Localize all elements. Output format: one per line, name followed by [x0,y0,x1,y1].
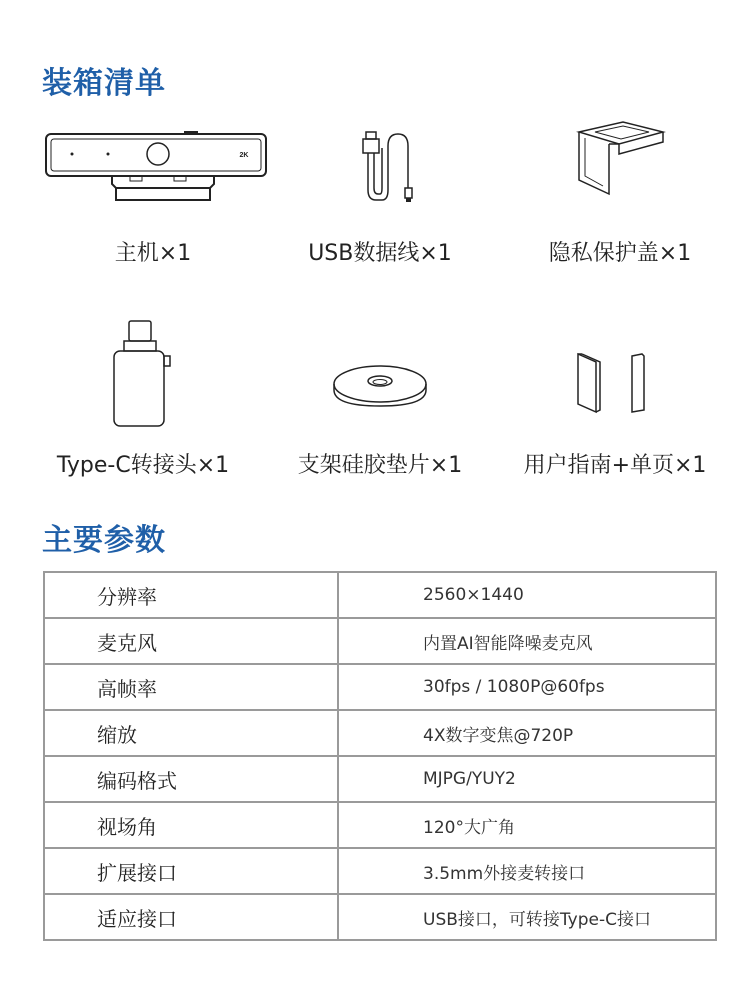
privacy-cover-icon [565,118,675,200]
specs-table [43,571,717,941]
spec-value: 4X数字变焦@720P [338,710,716,756]
spec-value: 120°大广角 [338,802,716,848]
manual-icon [560,318,670,430]
table-row [44,894,716,940]
spec-key: 分辨率 [44,572,338,618]
type-c-adapter-icon [98,318,188,430]
specs-title: 主要参数 [42,523,166,558]
spec-value: 内置AI智能降噪麦克风 [338,618,716,664]
webcam-icon [38,128,268,208]
table-row [44,618,716,664]
table-row [44,710,716,756]
table-row [44,848,716,894]
table-row [44,756,716,802]
table-row [44,664,716,710]
spec-value: USB接口，可转接Type-C接口 [338,894,716,940]
spec-value: MJPG/YUY2 [338,756,716,802]
silicone-pad-icon [325,318,435,430]
spec-value: 2560×1440 [338,572,716,618]
table-row [44,572,716,618]
spec-value: 30fps / 1080P@60fps [338,664,716,710]
item-label-usb-cable: USB数据线×1 [308,241,452,266]
webcam-badge: 2K [239,152,249,159]
spec-key: 适应接口 [44,894,338,940]
item-label-type-c-adapter: Type-C转接头×1 [56,453,230,478]
item-label-manual: 用户指南+单页×1 [523,453,707,478]
item-manual [490,318,740,478]
item-label-privacy-cover: 隐私保护盖×1 [548,241,692,266]
item-privacy-cover [495,118,745,268]
usb-cable-icon [330,128,430,210]
item-type-c-adapter [18,318,268,478]
table-row [44,802,716,848]
spec-value: 3.5mm外接麦转接口 [338,848,716,894]
spec-key: 视场角 [44,802,338,848]
spec-key: 高帧率 [44,664,338,710]
item-label-webcam: 主机×1 [114,241,192,266]
item-webcam [28,128,278,268]
item-usb-cable [255,128,505,268]
item-silicone-pad [255,318,505,478]
spec-key: 缩放 [44,710,338,756]
spec-key: 麦克风 [44,618,338,664]
package-list-title: 装箱清单 [42,66,166,101]
spec-key: 扩展接口 [44,848,338,894]
spec-key: 编码格式 [44,756,338,802]
item-label-silicone-pad: 支架硅胶垫片×1 [297,453,463,478]
